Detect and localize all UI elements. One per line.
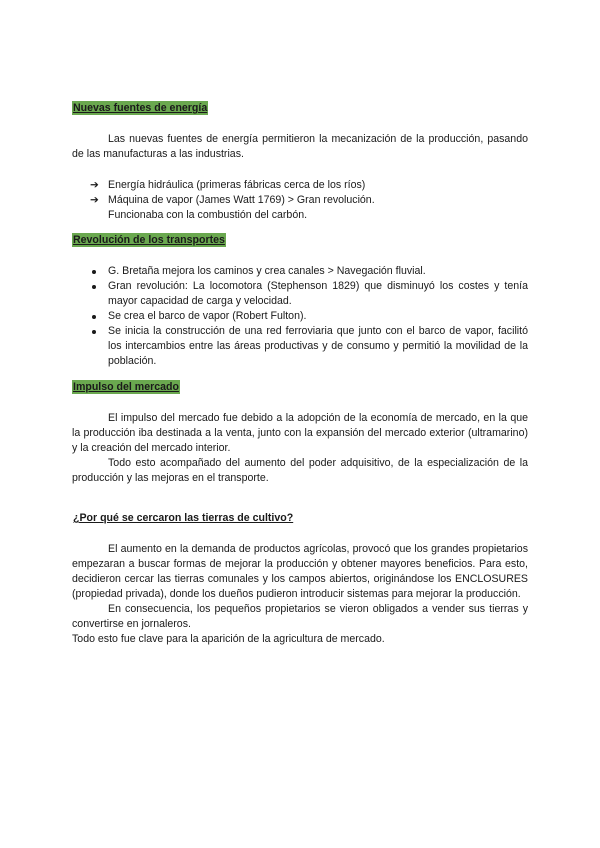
section-energy	[72, 101, 528, 223]
heading-transport: Revolución de los transportes	[73, 234, 225, 246]
market-paragraph-2: Todo esto acompañado del aumento del poder adquisitivo, de la especialización de la producción y las mejoras en el transporte.	[72, 457, 528, 484]
enclosures-paragraph-3: Todo esto fue clave para la aparición de la agricultura de mercado.	[72, 633, 385, 645]
enclosures-paragraph-1: El aumento en la demanda de productos agrícolas, provocó que los grandes propietarios empezaran a buscar formas de mejorar la producción y obtener mayores beneficios. Para esto, decidieron cercar las tierras comunales y los campos abiertos, originándose los ENCLOSURES (propiedad privada), donde los dueños pudieron introducir sistemas para mejorar la producción.	[72, 543, 528, 600]
bullet-icon	[92, 270, 96, 274]
heading-energy: Nuevas fuentes de energía	[73, 102, 208, 114]
list-item-subtext: Funcionaba con la combustión del carbón.	[108, 209, 308, 221]
list-item	[72, 309, 528, 324]
list-item-text: Se crea el barco de vapor (Robert Fulton).	[108, 310, 307, 322]
arrow-icon: ➔	[90, 179, 99, 191]
market-paragraph-1: El impulso del mercado fue debido a la adopción de la economía de mercado, en la que la producción iba destinada a la venta, junto con la expansión del mercado exterior (ultramarino) y la creación del mercado interior.	[72, 412, 528, 454]
section-enclosures	[72, 511, 528, 647]
transport-list	[72, 264, 528, 369]
list-item-text: Energía hidráulica (primeras fábricas cerca de los ríos)	[108, 179, 366, 191]
heading-enclosures: ¿Por qué se cercaron las tierras de cultivo?	[73, 512, 294, 524]
heading-market: Impulso del mercado	[73, 381, 179, 393]
list-item	[72, 264, 528, 279]
list-item-text: Gran revolución: La locomotora (Stephenson 1829) que disminuyó los costes y tenía mayor capacidad de carga y velocidad.	[108, 280, 528, 307]
bullet-icon	[92, 315, 96, 319]
energy-list	[72, 178, 528, 223]
list-item-text: Máquina de vapor (James Watt 1769) > Gran revolución.	[108, 194, 375, 206]
list-item-text: Se inicia la construcción de una red ferroviaria que junto con el barco de vapor, facilitó los intercambios entre las áreas productivas y de consumo y permitió la movilidad de la población.	[108, 325, 528, 367]
section-market	[72, 380, 528, 486]
list-item	[72, 193, 528, 223]
list-item	[72, 279, 528, 309]
bullet-icon	[92, 285, 96, 289]
list-item	[72, 324, 528, 369]
enclosures-paragraph-2: En consecuencia, los pequeños propietarios se vieron obligados a vender sus tierras y convertirse en jornaleros.	[72, 603, 528, 630]
energy-paragraph: Las nuevas fuentes de energía permitieron la mecanización de la producción, pasando de las manufacturas a las industrias.	[72, 133, 528, 160]
arrow-icon: ➔	[90, 194, 99, 206]
section-transport	[72, 233, 528, 369]
bullet-icon	[92, 330, 96, 334]
list-item	[72, 178, 528, 193]
list-item-text: G. Bretaña mejora los caminos y crea canales > Navegación fluvial.	[108, 265, 426, 277]
